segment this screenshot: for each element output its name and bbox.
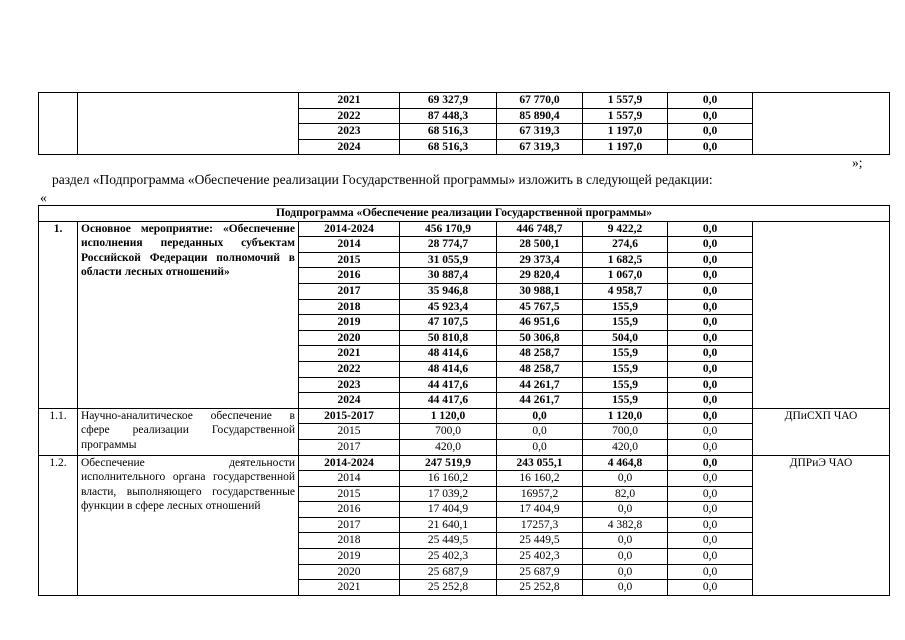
value-cell: 0,0 — [668, 471, 753, 487]
value-cell: 28 500,1 — [497, 237, 583, 253]
value-cell: 2022 — [299, 108, 400, 124]
value-cell: 9 422,2 — [583, 221, 668, 237]
value-cell: 700,0 — [583, 424, 668, 440]
value-cell: 25 252,8 — [400, 580, 497, 596]
value-cell: 4 464,8 — [583, 455, 668, 471]
value-cell: 30 988,1 — [497, 283, 583, 299]
table-row — [39, 408, 890, 424]
value-cell: 44 417,6 — [400, 377, 497, 393]
value-cell: 0,0 — [668, 237, 753, 253]
value-cell: 0,0 — [497, 439, 583, 455]
value-cell: 0,0 — [668, 139, 753, 155]
value-cell: 0,0 — [583, 471, 668, 487]
value-cell: 155,9 — [583, 377, 668, 393]
value-cell: 0,0 — [668, 361, 753, 377]
value-cell: 2014 — [299, 237, 400, 253]
value-cell: 87 448,3 — [400, 108, 497, 124]
value-cell: 35 946,8 — [400, 283, 497, 299]
value-cell: 1 120,0 — [583, 408, 668, 424]
table-row — [39, 221, 890, 237]
value-cell: 50 810,8 — [400, 330, 497, 346]
value-cell: 0,0 — [668, 517, 753, 533]
value-cell: 2019 — [299, 315, 400, 331]
value-cell: 0,0 — [668, 455, 753, 471]
value-cell: 0,0 — [668, 549, 753, 565]
table-row — [39, 455, 890, 471]
value-cell: 1 120,0 — [400, 408, 497, 424]
section-executor: ДПиСХП ЧАО — [753, 408, 890, 455]
section-number: 1.2. — [39, 455, 78, 595]
section-description: Обеспечение деятельности исполнительного органа государственной власти, выполняющего государственные функции в сфере лесных отношений — [78, 455, 299, 595]
value-cell: 2015 — [299, 252, 400, 268]
value-cell: 247 519,9 — [400, 455, 497, 471]
value-cell: 0,0 — [668, 486, 753, 502]
value-cell: 456 170,9 — [400, 221, 497, 237]
value-cell: 0,0 — [668, 252, 753, 268]
value-cell: 0,0 — [668, 408, 753, 424]
value-cell: 2015 — [299, 486, 400, 502]
value-cell: 0,0 — [668, 393, 753, 409]
value-cell: 0,0 — [583, 564, 668, 580]
value-cell: 0,0 — [668, 580, 753, 596]
main-table — [38, 205, 890, 596]
section-executor — [753, 221, 890, 408]
value-cell: 1 682,5 — [583, 252, 668, 268]
value-cell: 2022 — [299, 361, 400, 377]
value-cell: 243 055,1 — [497, 455, 583, 471]
value-cell: 0,0 — [668, 330, 753, 346]
value-cell: 31 055,9 — [400, 252, 497, 268]
value-cell: 44 261,7 — [497, 393, 583, 409]
value-cell: 68 516,3 — [400, 124, 497, 140]
value-cell: 2018 — [299, 299, 400, 315]
value-cell: 0,0 — [668, 424, 753, 440]
value-cell: 2014-2024 — [299, 455, 400, 471]
value-cell: 2021 — [299, 346, 400, 362]
value-cell: 17 039,2 — [400, 486, 497, 502]
value-cell: 67 770,0 — [497, 93, 583, 109]
value-cell: 155,9 — [583, 361, 668, 377]
value-cell: 0,0 — [668, 315, 753, 331]
section-number: 1.1. — [39, 408, 78, 455]
value-cell: 0,0 — [583, 580, 668, 596]
value-cell: 0,0 — [583, 549, 668, 565]
table-row — [39, 93, 890, 109]
value-cell: 0,0 — [668, 108, 753, 124]
top-table — [38, 92, 890, 155]
value-cell: 2015 — [299, 424, 400, 440]
value-cell: 2016 — [299, 502, 400, 518]
value-cell: 45 923,4 — [400, 299, 497, 315]
value-cell: 69 327,9 — [400, 93, 497, 109]
value-cell: 274,6 — [583, 237, 668, 253]
value-cell: 0,0 — [583, 502, 668, 518]
value-cell: 48 258,7 — [497, 361, 583, 377]
value-cell: 0,0 — [668, 564, 753, 580]
value-cell: 25 402,3 — [400, 549, 497, 565]
value-cell: 0,0 — [668, 283, 753, 299]
value-cell: 2014 — [299, 471, 400, 487]
value-cell: 504,0 — [583, 330, 668, 346]
value-cell: 2016 — [299, 268, 400, 284]
value-cell: 44 261,7 — [497, 377, 583, 393]
value-cell: 16 160,2 — [400, 471, 497, 487]
value-cell: 25 687,9 — [497, 564, 583, 580]
value-cell: 2024 — [299, 393, 400, 409]
value-cell: 700,0 — [400, 424, 497, 440]
value-cell: 21 640,1 — [400, 517, 497, 533]
section-executor: ДПРиЭ ЧАО — [753, 455, 890, 595]
value-cell: 67 319,3 — [497, 124, 583, 140]
value-cell: 1 557,9 — [583, 93, 668, 109]
value-cell: 446 748,7 — [497, 221, 583, 237]
value-cell: 25 449,5 — [400, 533, 497, 549]
value-cell: 16 160,2 — [497, 471, 583, 487]
value-cell: 25 252,8 — [497, 580, 583, 596]
section-number: 1. — [39, 221, 78, 408]
value-cell: 0,0 — [583, 533, 668, 549]
value-cell: 1 067,0 — [583, 268, 668, 284]
value-cell: 420,0 — [400, 439, 497, 455]
value-cell: 25 687,9 — [400, 564, 497, 580]
value-cell: 25 402,3 — [497, 549, 583, 565]
executor-cell — [753, 93, 890, 155]
value-cell: 47 107,5 — [400, 315, 497, 331]
value-cell: 45 767,5 — [497, 299, 583, 315]
value-cell: 2017 — [299, 439, 400, 455]
value-cell: 2015-2017 — [299, 408, 400, 424]
value-cell: 155,9 — [583, 393, 668, 409]
value-cell: 67 319,3 — [497, 139, 583, 155]
value-cell: 16957,2 — [497, 486, 583, 502]
value-cell: 0,0 — [668, 299, 753, 315]
intro-text: раздел «Подпрограмма «Обеспечение реализации Государственной программы» изложить в следующей редакции: — [52, 172, 713, 187]
value-cell: 1 197,0 — [583, 139, 668, 155]
value-cell: 0,0 — [668, 346, 753, 362]
value-cell: 17 404,9 — [400, 502, 497, 518]
value-cell: 68 516,3 — [400, 139, 497, 155]
value-cell: 0,0 — [497, 424, 583, 440]
value-cell: 29 820,4 — [497, 268, 583, 284]
value-cell: 0,0 — [668, 502, 753, 518]
number-cell — [39, 93, 78, 155]
value-cell: 85 890,4 — [497, 108, 583, 124]
value-cell: 2020 — [299, 564, 400, 580]
opening-quote: « — [40, 190, 47, 205]
value-cell: 0,0 — [668, 268, 753, 284]
value-cell: 2014-2024 — [299, 221, 400, 237]
closing-quote: »; — [852, 155, 863, 170]
value-cell: 2018 — [299, 533, 400, 549]
value-cell: 2023 — [299, 124, 400, 140]
value-cell: 2019 — [299, 549, 400, 565]
value-cell: 2024 — [299, 139, 400, 155]
value-cell: 155,9 — [583, 346, 668, 362]
value-cell: 44 417,6 — [400, 393, 497, 409]
value-cell: 48 414,6 — [400, 361, 497, 377]
table-title-row — [39, 206, 890, 222]
value-cell: 48 414,6 — [400, 346, 497, 362]
value-cell: 0,0 — [668, 93, 753, 109]
description-cell — [78, 93, 299, 155]
value-cell: 155,9 — [583, 315, 668, 331]
section-description: Научно-аналитическое обеспечение в сфере реализации Государственной программы — [78, 408, 299, 455]
value-cell: 0,0 — [668, 439, 753, 455]
value-cell: 0,0 — [668, 377, 753, 393]
value-cell: 17257,3 — [497, 517, 583, 533]
value-cell: 30 887,4 — [400, 268, 497, 284]
value-cell: 28 774,7 — [400, 237, 497, 253]
value-cell: 1 197,0 — [583, 124, 668, 140]
value-cell: 155,9 — [583, 299, 668, 315]
value-cell: 46 951,6 — [497, 315, 583, 331]
value-cell: 4 382,8 — [583, 517, 668, 533]
value-cell: 420,0 — [583, 439, 668, 455]
section-description: Основное мероприятие: «Обеспечение исполнения переданных субъектам Российской Федерации полномочий в области лесных отношений» — [78, 221, 299, 408]
value-cell: 0,0 — [668, 221, 753, 237]
value-cell: 2023 — [299, 377, 400, 393]
value-cell: 0,0 — [668, 124, 753, 140]
value-cell: 17 404,9 — [497, 502, 583, 518]
table-title: Подпрограмма «Обеспечение реализации Государственной программы» — [39, 206, 890, 222]
value-cell: 2017 — [299, 283, 400, 299]
value-cell: 25 449,5 — [497, 533, 583, 549]
value-cell: 1 557,9 — [583, 108, 668, 124]
value-cell: 82,0 — [583, 486, 668, 502]
value-cell: 4 958,7 — [583, 283, 668, 299]
value-cell: 48 258,7 — [497, 346, 583, 362]
value-cell: 2021 — [299, 93, 400, 109]
value-cell: 2017 — [299, 517, 400, 533]
value-cell: 0,0 — [668, 533, 753, 549]
value-cell: 2020 — [299, 330, 400, 346]
value-cell: 0,0 — [497, 408, 583, 424]
value-cell: 50 306,8 — [497, 330, 583, 346]
value-cell: 2021 — [299, 580, 400, 596]
value-cell: 29 373,4 — [497, 252, 583, 268]
